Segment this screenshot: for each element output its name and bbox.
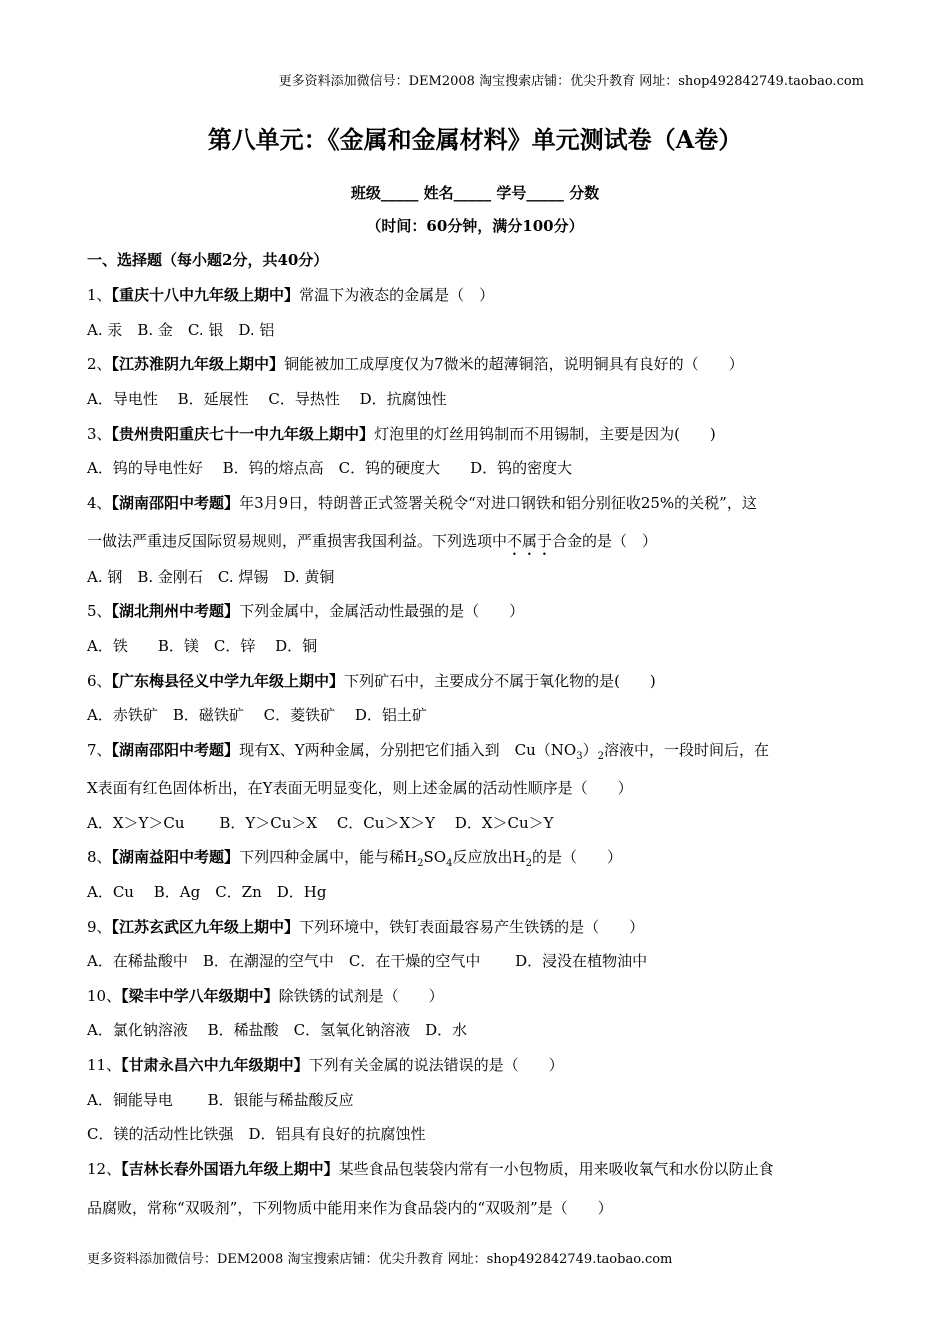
question-text: 现有X、Y两种金属，分别把它们插入到 Cu（NO (239, 741, 577, 759)
question-1 (87, 285, 867, 305)
question-text: 下列环境中，铁钉表面最容易产生铁锈的是（ ） (299, 918, 645, 936)
question-7 (87, 740, 867, 767)
subscript: 4 (446, 858, 453, 869)
question-8 (87, 847, 867, 874)
question-6-options: A．赤铁矿 B．磁铁矿 C．菱铁矿 D．铝土矿 (87, 706, 427, 724)
footer-note: 更多资料添加微信号：DEM2008 淘宝搜索店铺：优尖升教育 网址：shop492842749.taobao.com (87, 1252, 673, 1267)
question-text: 的是（ ） (531, 848, 622, 866)
time-line: （时间：60分钟，满分100分） (366, 217, 584, 235)
question-text: 合金的是（ ） (552, 532, 658, 550)
question-text: 一做法严重违反国际贸易规则，严重损害我国利益。下列选项中 (87, 532, 508, 550)
question-11 (87, 1055, 867, 1075)
question-text: 灯泡里的灯丝用钨制而不用锡制，主要是因为( ) (374, 425, 716, 443)
question-text: 溶液中，一段时间后，在 (603, 741, 769, 759)
question-text: 铜能被加工成厚度仅为7微米的超薄铜箔，说明铜具有良好的（ ） (284, 355, 744, 373)
question-text: 下列有关金属的说法错误的是（ ） (308, 1056, 564, 1074)
question-2 (87, 354, 867, 374)
question-1-options: A. 汞 B. 金 C. 银 D. 铝 (87, 321, 275, 339)
question-4 (87, 493, 867, 513)
question-5 (87, 601, 867, 621)
question-number: 3、 (87, 425, 112, 443)
question-number: 10、 (87, 987, 122, 1005)
question-source: 【江苏玄武区九年级上期中】 (111, 918, 300, 936)
question-text: 下列四种金属中，能与稀H (239, 848, 418, 866)
question-text: 反应放出H (452, 848, 526, 866)
subscript: 3 (576, 751, 583, 762)
question-6 (87, 671, 867, 691)
question-number: 2、 (87, 355, 112, 373)
section-heading: 一、选择题（每小题2分，共40分） (87, 251, 329, 269)
question-text: 年3月9日，特朗普正式签署关税令“对进口钢铁和铝分别征收25%的关税”，这 (239, 494, 757, 512)
question-source: 【湖北荆州中考题】 (111, 602, 240, 620)
question-9 (87, 917, 867, 937)
header-note: 更多资料添加微信号：DEM2008 淘宝搜索店铺：优尖升教育 网址：shop492842749.taobao.com (278, 74, 864, 89)
question-12 (87, 1159, 867, 1179)
question-source: 【江苏淮阴九年级上期中】 (111, 355, 285, 373)
question-source: 【甘肃永昌六中九年级期中】 (121, 1056, 309, 1074)
question-text: SO (423, 848, 447, 866)
question-number: 6、 (87, 672, 112, 690)
question-3 (87, 424, 867, 444)
question-8-options: A．Cu B．Ag C．Zn D．Hg (87, 883, 327, 901)
question-source: 【湖南邵阳中考题】 (111, 741, 240, 759)
question-11-options-b: C．镁的活动性比铁强 D．铝具有良好的抗腐蚀性 (87, 1125, 426, 1143)
question-text: 某些食品包装袋内常有一小包物质，用来吸收氧气和水份以防止食 (338, 1160, 774, 1178)
question-source: 【湖南益阳中考题】 (111, 848, 240, 866)
question-source: 【贵州贵阳重庆七十一中九年级上期中】 (111, 425, 375, 443)
subscript: 2 (417, 858, 424, 869)
question-text: 常温下为液态的金属是（ ） (299, 286, 495, 304)
subscript: 2 (597, 751, 604, 762)
question-number: 8、 (87, 848, 112, 866)
question-number: 12、 (87, 1160, 122, 1178)
question-10-options: A．氯化钠溶液 B．稀盐酸 C．氢氧化钠溶液 D．水 (87, 1021, 468, 1039)
question-source: 【重庆十八中九年级上期中】 (111, 286, 300, 304)
question-2-options: A．导电性 B．延展性 C．导热性 D．抗腐蚀性 (87, 390, 447, 408)
question-number: 9、 (87, 918, 112, 936)
question-source: 【吉林长春外国语九年级上期中】 (121, 1160, 339, 1178)
question-text: 除铁锈的试剂是（ ） (278, 987, 444, 1005)
page-title: 第八单元：《金属和金属材料》单元测试卷（A卷） (207, 125, 743, 154)
question-10 (87, 986, 867, 1006)
subscript: 2 (525, 858, 532, 869)
question-number: 7、 (87, 741, 112, 759)
question-7-options: A．X＞Y＞Cu B．Y＞Cu＞X C．Cu＞X＞Y D．X＞Cu＞Y (87, 814, 554, 832)
question-7-continued: X表面有红色固体析出，在Y表面无明显变化，则上述金属的活动性顺序是（ ） (87, 779, 633, 797)
question-text: 下列矿石中，主要成分不属于氧化物的是( ) (344, 672, 656, 690)
question-text: 下列金属中，金属活动性最强的是（ ） (239, 602, 525, 620)
question-number: 5、 (87, 602, 112, 620)
question-source: 【广东梅县径义中学九年级上期中】 (111, 672, 345, 690)
question-5-options: A．铁 B．镁 C．锌 D．铜 (87, 637, 318, 655)
question-number: 1、 (87, 286, 112, 304)
question-3-options: A．钨的导电性好 B．钨的熔点高 C．钨的硬度大 D．钨的密度大 (87, 459, 573, 477)
question-4-continued (87, 531, 867, 559)
question-number: 11、 (87, 1056, 122, 1074)
emphasized-text: 不属于 (507, 532, 553, 550)
student-info-line: 班级_____ 姓名_____ 学号_____ 分数 (350, 184, 600, 202)
question-12-continued: 品腐败，常称“双吸剂”，下列物质中能用来作为食品袋内的“双吸剂”是（ ） (87, 1199, 613, 1217)
question-4-options: A. 钢 B. 金刚石 C. 焊锡 D. 黄铜 (87, 568, 335, 586)
question-11-options-a: A．铜能导电 B．银能与稀盐酸反应 (87, 1091, 354, 1109)
question-source: 【梁丰中学八年级期中】 (121, 987, 279, 1005)
question-text: ） (582, 741, 598, 759)
question-source: 【湖南邵阳中考题】 (111, 494, 240, 512)
question-9-options: A．在稀盐酸中 B．在潮湿的空气中 C．在干燥的空气中 D．浸没在植物油中 (87, 952, 648, 970)
question-number: 4、 (87, 494, 112, 512)
